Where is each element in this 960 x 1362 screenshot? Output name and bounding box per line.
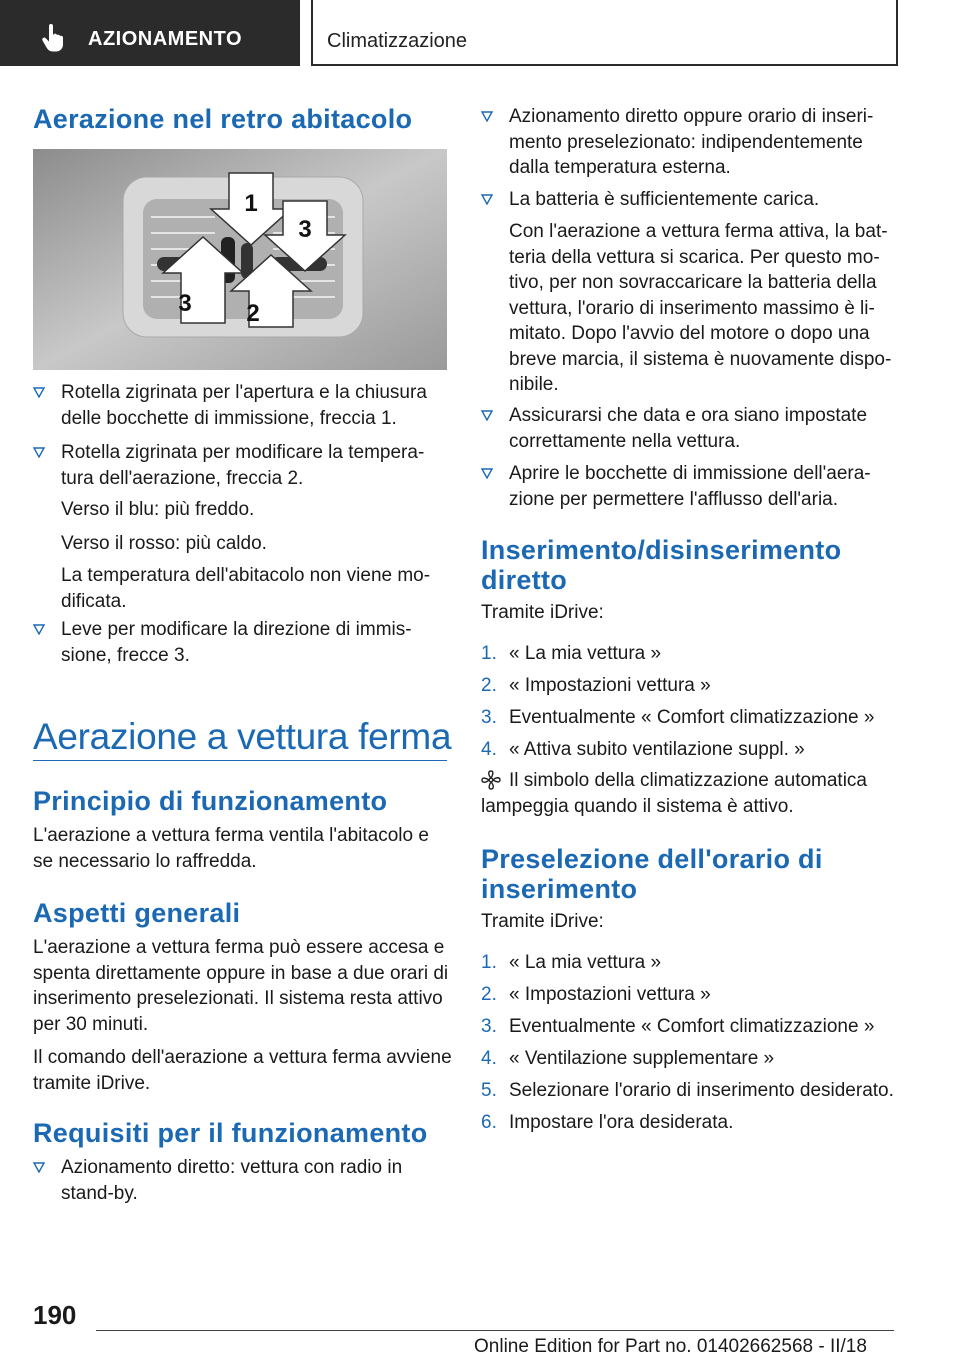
step-item: 2. « Impostazioni vettura »: [481, 984, 711, 1005]
list-item: Rotella zigrinata per l'apertura e la chiusura delle bocchette di immissione, freccia 1.: [61, 380, 441, 431]
paragraph: L'aerazione a vettura ferma ventila l'abitacolo e se necessario lo raffredda.: [33, 825, 429, 872]
heading-inserimento: Inserimento/disinserimento diretto: [481, 535, 842, 595]
section-title: AZIONAMENTO: [88, 28, 243, 50]
list-item: Assicurarsi che data e ora siano impostate correttamente nella vettura.: [509, 403, 899, 454]
arrow-label: 1: [244, 190, 258, 217]
step-item: 5. Selezionare l'orario di inserimento desiderato.: [481, 1080, 894, 1101]
step-item: 3. Eventualmente « Comfort climatizzazione »: [481, 1016, 875, 1037]
triangle-bullet-icon: [481, 467, 493, 479]
arrow-label: 2: [246, 300, 260, 327]
footer-rule: [96, 1330, 894, 1331]
step-item: 3. Eventualmente « Comfort climatizzazione »: [481, 707, 875, 728]
arrow-label: 3: [178, 290, 192, 317]
paragraph: L'aerazione a vettura ferma può essere accesa e spenta direttamente oppure in base a due orari di inserimento preselezionati. Il sistema resta attivo per 30 minuti.: [33, 937, 449, 1035]
chapter-heading: Aerazione a vettura ferma: [33, 716, 452, 757]
list-item: Rotella zigrinata per modificare la tempera‐tura dell'aerazione, freccia 2.: [61, 440, 441, 491]
heading-principio: Principio di funzionamento: [33, 786, 388, 816]
triangle-bullet-icon: [33, 623, 45, 635]
heading-aspetti: Aspetti generali: [33, 898, 241, 928]
bullet-note: Verso il blu: più freddo.: [61, 499, 255, 520]
edition-note: Online Edition for Part no. 01402662568 - II/18: [474, 1336, 867, 1357]
heading-retro: Aerazione nel retro abitacolo: [33, 104, 413, 134]
triangle-bullet-icon: [33, 1161, 45, 1173]
step-item: 1. « La mia vettura »: [481, 952, 662, 973]
list-item: Aprire le bocchette di immissione dell'aera‐zione per permettere l'afflusso dell'aria.: [509, 461, 899, 512]
pointing-hand-icon: [40, 24, 66, 52]
arrow-label: 3: [298, 216, 312, 243]
bullet-note: Verso il rosso: più caldo.: [61, 533, 267, 554]
paragraph: Il simbolo della climatizzazione automatica lampeggia quando il sistema è attivo.: [481, 770, 867, 817]
heading-preselezione: Preselezione dell'orario di inserimento: [481, 844, 823, 904]
step-item: 6. Impostare l'ora desiderata.: [481, 1112, 734, 1133]
list-item: La batteria è sufficientemente carica.: [509, 187, 899, 213]
step-item: 1. « La mia vettura »: [481, 643, 662, 664]
paragraph: Il comando dell'aerazione a vettura ferma avviene tramite iDrive.: [33, 1047, 452, 1094]
triangle-bullet-icon: [33, 386, 45, 398]
triangle-bullet-icon: [481, 110, 493, 122]
paragraph: Tramite iDrive:: [481, 911, 604, 932]
step-item: 4. « Attiva subito ventilazione suppl. »: [481, 739, 805, 760]
heading-rule: [33, 760, 447, 761]
subsection-title: Climatizzazione: [327, 30, 468, 52]
heading-requisiti: Requisiti per il funzionamento: [33, 1118, 428, 1148]
list-item: Azionamento diretto: vettura con radio in stand-by.: [61, 1155, 441, 1206]
list-item: Azionamento diretto oppure orario di inseri‐mento preselezionato: indipendentemente dalla temperatura esterna.: [509, 104, 899, 181]
list-item: Leve per modificare la direzione di immis‐sione, frecce 3.: [61, 617, 441, 668]
bullet-note: La temperatura dell'abitacolo non viene mo‐dificata.: [61, 565, 431, 612]
bullet-note: Con l'aerazione a vettura ferma attiva, la bat‐teria della vettura si scarica. Per questo mo‐tivo, per non sovraccaricare la batteria della vettura, l'orario di inserimento massimo è li‐mitato. Dopo l'avvio del motore o dopo una breve marcia, il sistema è nuovamente dispo‐nibile.: [509, 221, 892, 395]
step-item: 2. « Impostazioni vettura »: [481, 675, 711, 696]
triangle-bullet-icon: [481, 409, 493, 421]
triangle-bullet-icon: [481, 193, 493, 205]
page-number: 190: [33, 1300, 77, 1330]
rear-vent-image: [33, 149, 447, 370]
triangle-bullet-icon: [33, 446, 45, 458]
step-item: 4. « Ventilazione supplementare »: [481, 1048, 775, 1069]
section-tab: [0, 0, 300, 66]
subsection-tab: [311, 0, 898, 66]
paragraph: Tramite iDrive:: [481, 602, 604, 623]
